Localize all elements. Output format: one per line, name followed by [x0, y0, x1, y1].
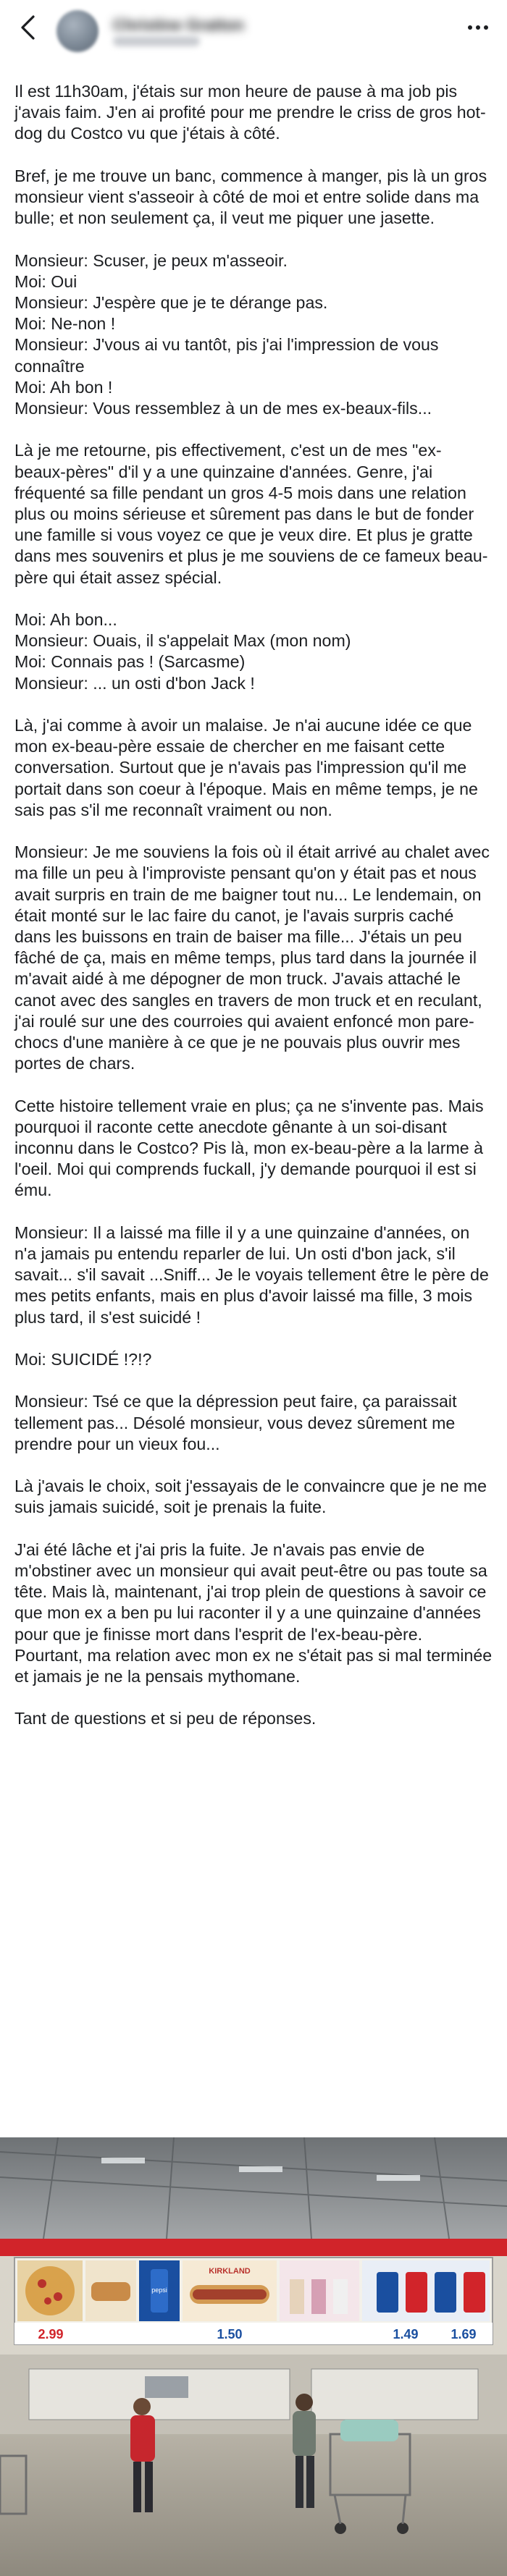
- costco-food-court-image: [0, 2137, 507, 2576]
- post-paragraph: Là, j'ai comme à avoir un malaise. Je n'ai aucune idée ce que mon ex-beau-père essaie de chercher en me faisant cette conversation. Surtout que je n'avais pas l'impression qu'il me portait dans son coeur à l'époque. Mais en même temps, je ne sais pas s'il me reconnaît vraiment ou non.: [14, 716, 478, 819]
- post-paragraph: Monsieur: Je me souviens la fois où il était arrivé au chalet avec ma fille un peu à l'improviste pensant qu'on y était pas et nous avait surpris en train de me baigner tout nu... Le lendemain, on était monté sur le lac faire du canot, je l'avais surpris caché dans les buissons en train de baiser ma fille... J'étais un peu fâché de ça, mais en même temps, plus tard dans la journée il m'avait aidé à me dépogner de mon truck. J'avais attaché le canot avec des sangles en travers de mon truck et en reculant, j'ai roulé sur une des courroies qui avaient enfoncé mon pare-chocs d'une manière à ce que je ne pouvais plus ouvrir mes portes de chars.: [14, 843, 490, 1073]
- price-label: 1.50: [217, 2327, 243, 2341]
- post-paragraph: Là je me retourne, pis effectivement, c'est un de mes "ex-beaux-pères" d'il y a une quinzaine d'années. Genre, j'ai fréquenté sa fille pendant un gros 4-5 mois dans une relation plus ou moins sérieuse et sûrement pas dans le but de fonder une famille si vous voyez ce que je veux dire. Et plus je gratte dans mes souvenirs et plus je me souviens de ce fameux beau-père qui était assez spécial.: [14, 441, 488, 587]
- author-name[interactable]: Christine Gratton: [113, 16, 244, 34]
- price-label: 2.99: [38, 2327, 64, 2341]
- drink-label: pepsi: [151, 2286, 167, 2294]
- post-paragraph: Bref, je me trouve un banc, commence à manger, pis là un gros monsieur vient s'asseoir à côté de moi et entre solide dans ma bulle; et non seulement ça, il veut me piquer une jasette.: [14, 166, 487, 228]
- post-paragraph: Monsieur: Tsé ce que la dépression peut faire, ça paraissait tellement pas... Désolé monsieur, vous devez sûrement me prendre pour un vieux fou...: [14, 1392, 457, 1453]
- price-label: 1.49: [393, 2327, 419, 2341]
- post-paragraph: Il est 11h30am, j'étais sur mon heure de pause à ma job pis j'avais faim. J'en ai profité pour me prendre le criss de gros hot-dog du Costco vu que j'étais à côté.: [14, 82, 486, 143]
- post-paragraph: Cette histoire tellement vraie en plus; ça ne s'invente pas. Mais pourquoi il raconte cette anecdote gênante à un soi-disant inconnu dans le Costco? Pis là, mon ex-beau-père a la larme à l'oeil. Moi qui comprends fuckall, j'y demande pourquoi il est si ému.: [14, 1096, 484, 1200]
- chevron-left-icon: [20, 14, 35, 41]
- post-paragraph: Tant de questions et si peu de réponses.: [14, 1709, 317, 1728]
- post-header: [0, 0, 507, 67]
- post-meta-blurred: [113, 36, 200, 46]
- post-paragraph: Là j'avais le choix, soit j'essayais de le convaincre que je ne me suis jamais suicidé, soit je prenais la fuite.: [14, 1477, 487, 1517]
- more-horizontal-icon: [468, 25, 472, 30]
- post-photo[interactable]: [0, 2137, 507, 2576]
- brand-label: KIRKLAND: [209, 2267, 251, 2276]
- avatar[interactable]: [56, 10, 99, 52]
- post-paragraph: Moi: SUICIDÉ !?!?: [14, 1350, 152, 1369]
- post-text: [14, 81, 493, 1751]
- post-dialogue: Moi: Ah bon... Monsieur: Ouais, il s'appelait Max (mon nom) Moi: Connais pas ! (Sarcasme) Monsieur: ... un osti d'bon Jack !: [14, 610, 351, 693]
- price-label: 1.69: [451, 2327, 477, 2341]
- post-paragraph: Monsieur: Il a laissé ma fille il y a une quinzaine d'années, on n'a jamais pu entendu reparler de lui. Un osti d'bon jack, s'il savait... s'il savait ...Sniff... Je le voyais tellement être le père de mes petits enfants, mais en plus d'avoir laissé ma fille, 3 mois plus tard, il s'est suicidé !: [14, 1222, 489, 1327]
- post-dialogue: Monsieur: Scuser, je peux m'asseoir. Moi: Oui Monsieur: J'espère que je te dérange pas. Moi: Ne-non ! Monsieur: J'vous ai vu tantôt, pis j'ai l'impression de vous connaître Moi: Ah bon ! Monsieur: Vous ressemblez à un de mes ex-beaux-fils...: [14, 250, 439, 418]
- more-options-button[interactable]: [464, 19, 493, 36]
- post-paragraph: J'ai été lâche et j'ai pris la fuite. Je n'avais pas envie de m'obstiner avec un monsieur qui avait peut-être ou pas toute sa tête. Mais là, maintenant, j'ai trop plein de questions à savoir ce que mon ex a ben pu lui raconter il y a une quinzaine d'années pour que je finisse mort dans l'esprit de l'ex-beau-père. Pourtant, ma relation avec mon ex ne s'était pas si mal terminée et jamais je ne la pensais mythomane.: [14, 1540, 493, 1686]
- back-button[interactable]: [13, 13, 42, 42]
